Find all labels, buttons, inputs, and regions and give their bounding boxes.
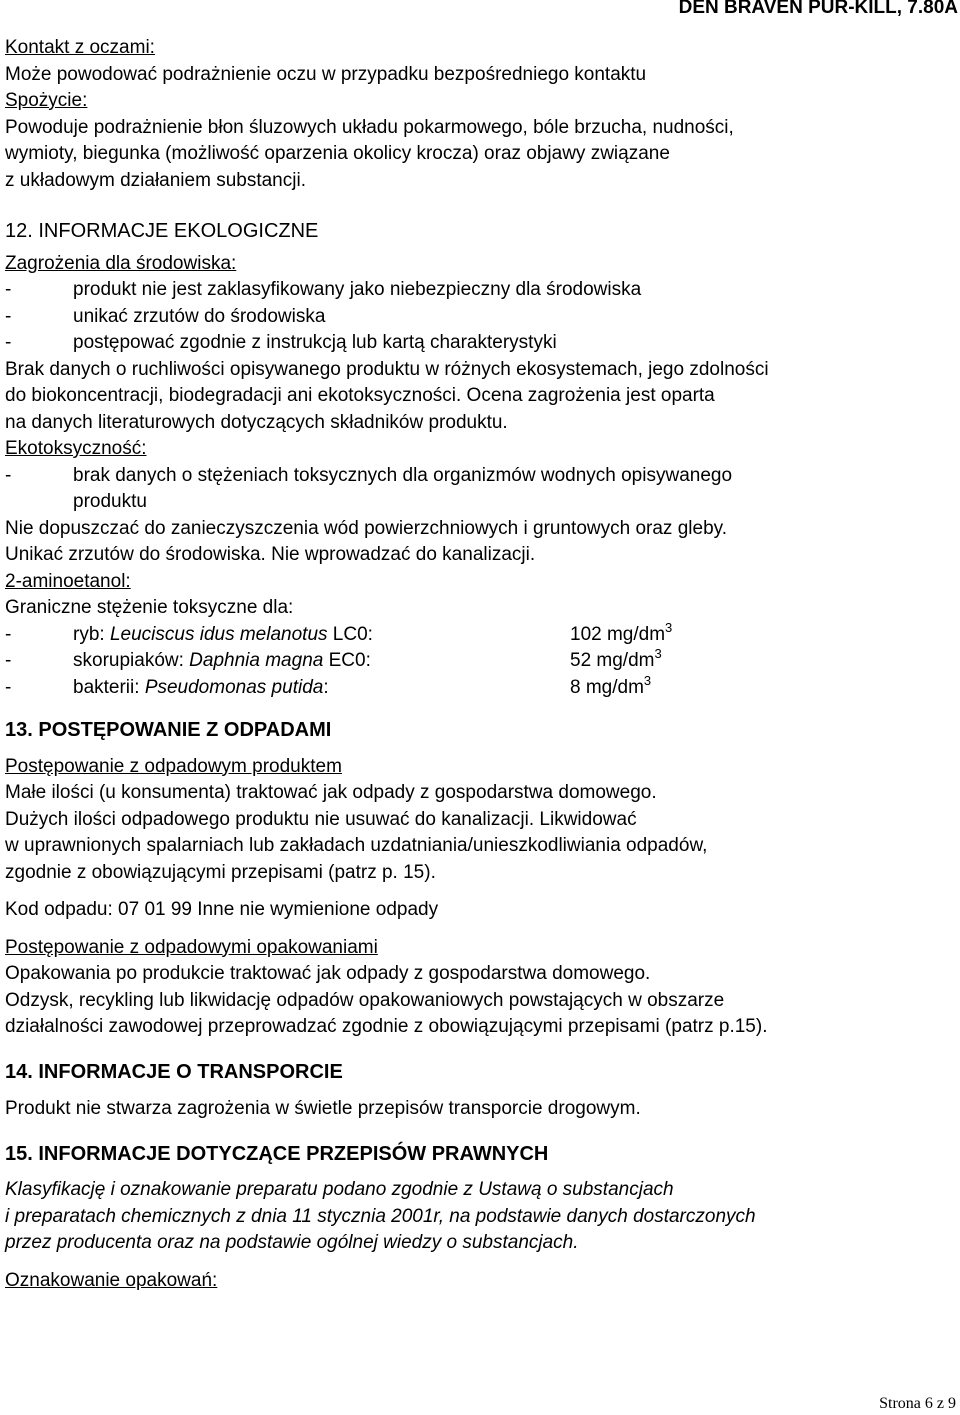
species-name: Leuciscus idus melanotus — [109, 623, 328, 645]
section-13-heading: 13. POSTĘPOWANIE Z ODPADAMI — [5, 719, 332, 741]
ecotoxicity-bullet-continuation: produktu — [73, 491, 147, 512]
product-waste-line: Dużych ilości odpadowego produktu nie usuwać do kanalizacji. Likwidować — [5, 808, 637, 830]
toxicity-value: 102 mg/dm — [570, 623, 666, 645]
section-12-heading: 12. INFORMACJE EKOLOGICZNE — [5, 220, 319, 242]
regulation-line: Klasyfikację i oznakowanie preparatu podano zgodnie z Ustawą o substancjach — [5, 1179, 674, 1200]
ingestion-heading: Spożycie: — [5, 90, 88, 111]
limit-heading: Graniczne stężenie toksyczne dla: — [5, 597, 294, 618]
exponent: 3 — [654, 646, 662, 661]
species-name: Daphnia magna — [189, 650, 324, 671]
packaging-waste-heading: Postępowanie z odpadowymi opakowaniami — [5, 936, 378, 958]
organism-prefix: ryb: — [73, 623, 110, 645]
toxicity-row: - bakterii: Pseudomonas putida: 8 $mg/dm^3$ — [5, 672, 652, 698]
hazard-bullet: - produkt nie jest zaklasyfikowany jako niebezpieczny dla środowiska — [5, 279, 642, 300]
document-content — [5, 35, 960, 1294]
mobility-line: na danych literaturowych dotyczących składników produktu. — [5, 411, 508, 433]
toxicity-row: - ryb: Leuciscus idus melanotus LC0: 102 $mg/dm^3$ — [5, 619, 673, 645]
eye-contact-heading: Kontakt z oczami: — [5, 37, 155, 58]
toxicity-row: - skorupiaków: Daphnia magna EC0: 52 $mg/dm^3$ — [5, 646, 662, 671]
ingestion-line: z układowym działaniem substancji. — [5, 169, 306, 191]
mobility-line: Brak danych o ruchliwości opisywanego produktu w różnych ekosystemach, jego zdolności — [5, 358, 769, 380]
hazards-heading: Zagrożenia dla środowiska: — [5, 252, 237, 274]
packaging-waste-line: Odzysk, recykling lub likwidację odpadów opakowaniowych powstających w obszarze — [5, 989, 725, 1011]
aminoethanol-heading: 2-aminoetanol: — [5, 570, 131, 592]
page-number: Strona 6 z 9 — [879, 1395, 956, 1412]
transport-text: Produkt nie stwarza zagrożenia w świetle przepisów transporcie drogowym. — [5, 1098, 641, 1119]
section-15-heading: 15. INFORMACJE DOTYCZĄCE PRZEPISÓW PRAWNYCH — [5, 1142, 549, 1165]
water-line: Unikać zrzutów do środowiska. Nie wprowadzać do kanalizacji. — [5, 544, 536, 565]
document-title: DEN BRAVEN PUR-KILL, 7.80A — [678, 0, 958, 18]
test-type: LC0: — [327, 623, 373, 645]
organism-prefix: skorupiaków: — [73, 650, 190, 671]
ecotoxicity-bullet: - brak danych o stężeniach toksycznych dla organizmów wodnych opisywanego — [5, 464, 733, 486]
water-line: Nie dopuszczać do zanieczyszczenia wód powierzchniowych i gruntowych oraz gleby. — [5, 517, 727, 539]
packaging-waste-line: Opakowania po produkcie traktować jak odpady z gospodarstwa domowego. — [5, 963, 651, 984]
ingestion-line: Powoduje podrażnienie błon śluzowych układu pokarmowego, bóle brzucha, nudności, — [5, 116, 734, 138]
hazard-bullet: - unikać zrzutów do środowiska — [5, 305, 326, 327]
species-name: Pseudomonas putida — [144, 676, 324, 698]
organism-prefix: bakterii: — [73, 676, 145, 698]
test-type: EC0: — [323, 650, 371, 671]
eye-contact-text: Może powodować podrażnienie oczu w przypadku bezpośredniego kontaktu — [5, 63, 647, 85]
ingestion-line: wymioty, biegunka (możliwość oparzenia okolicy krocza) oraz objawy związane — [5, 143, 670, 164]
regulation-line: przez producenta oraz na podstawie ogólnej wiedzy o substancjach. — [5, 1232, 579, 1253]
product-waste-heading: Postępowanie z odpadowym produktem — [5, 755, 342, 777]
mobility-line: do biokoncentracji, biodegradacji ani ekotoksyczności. Ocena zagrożenia jest oparta — [5, 385, 715, 406]
product-waste-line: zgodnie z obowiązującymi przepisami (patrz p. 15). — [5, 861, 436, 883]
toxicity-value: 52 mg/dm — [570, 650, 655, 671]
product-waste-line: Małe ilości (u konsumenta) traktować jak odpady z gospodarstwa domowego. — [5, 782, 657, 803]
regulation-line: i preparatach chemicznych z dnia 11 stycznia 2001r, na podstawie danych dostarczonych — [5, 1205, 756, 1227]
hazard-bullet: - postępować zgodnie z instrukcją lub kartą charakterystyki — [5, 332, 557, 353]
exponent: 3 — [643, 672, 652, 688]
packaging-waste-line: działalności zawodowej przeprowadzać zgodnie z obowiązującymi przepisami (patrz p.15). — [5, 1016, 768, 1037]
waste-code: Kod odpadu: 07 01 99 Inne nie wymienione odpady — [5, 899, 439, 920]
toxicity-value: 8 mg/dm — [570, 676, 644, 698]
ecotoxicity-heading: Ekotoksyczność: — [5, 438, 147, 459]
product-waste-line: w uprawnionych spalarniach lub zakładach uzdatniania/unieszkodliwiania odpadów, — [5, 835, 708, 856]
test-type: : — [323, 676, 329, 698]
exponent: 3 — [665, 619, 673, 635]
packaging-labelling-heading: Oznakowanie opakowań: — [5, 1269, 218, 1291]
section-14-heading: 14. INFORMACJE O TRANSPORCIE — [5, 1060, 343, 1083]
